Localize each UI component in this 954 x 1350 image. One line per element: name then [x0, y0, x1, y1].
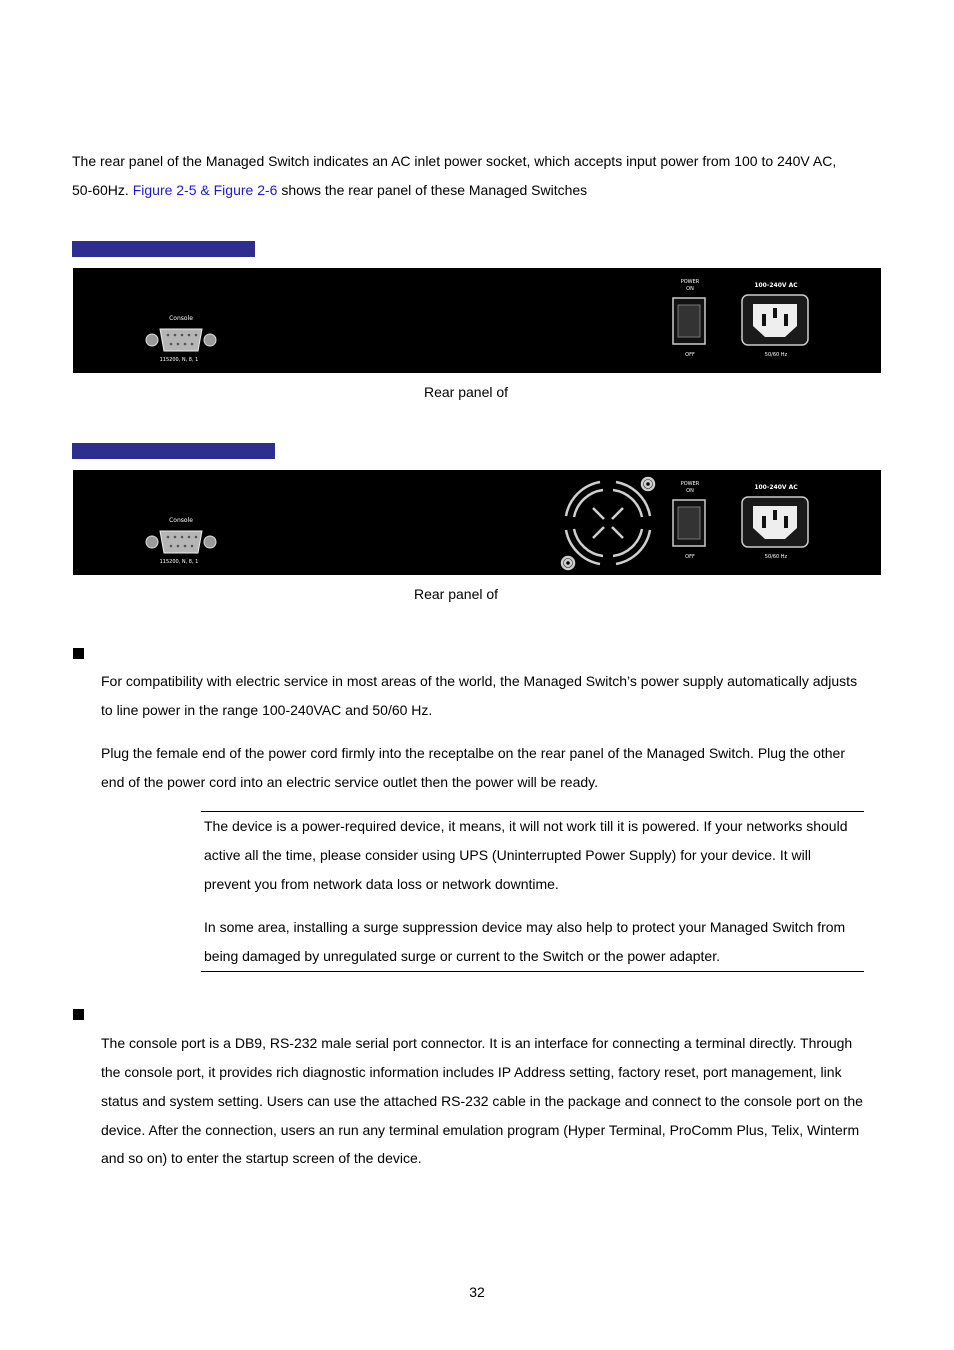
note-line-2: active all the time, please consider using UPS (Uninterrupted Power Supply) for your device. It will: [204, 847, 811, 863]
console-line-2: the console port, it provides rich diagnostic information includes IP Address setting, factory reset, port management, link: [101, 1064, 842, 1080]
figure-caption-1: Rear panel of: [424, 384, 509, 400]
page-number: 32: [469, 1284, 485, 1300]
svg-text:100-240V AC: 100-240V AC: [754, 484, 798, 491]
svg-text:Console: Console: [169, 517, 193, 524]
svg-text:115200, N, 8, 1: 115200, N, 8, 1: [159, 357, 199, 363]
power-paragraph-1-line-2: to line power in the range 100-240VAC and 50/60 Hz.: [101, 702, 433, 718]
note-line-5: being damaged by unregulated surge or current to the Switch or the power adapter.: [204, 948, 720, 964]
svg-text:Console: Console: [169, 315, 193, 322]
power-switch-icon: [673, 481, 705, 560]
power-switch-icon: [673, 279, 705, 358]
power-paragraph-2-line-2: end of the power cord into an electric service outlet then the power will be ready.: [101, 774, 599, 790]
intro-text-suffix: shows the rear panel of these Managed Switches: [277, 182, 588, 198]
svg-text:ON: ON: [686, 488, 694, 494]
figure-caption-2: Rear panel of: [414, 586, 499, 602]
console-line-3: status and system setting. Users can use the attached RS-232 cable in the package and connect to the console port on the: [101, 1093, 863, 1109]
bullet-square-icon: [73, 1009, 84, 1020]
rear-panel-image-1: [73, 268, 881, 373]
rear-panel-image-2: [73, 470, 881, 575]
intro-line-2: [72, 176, 587, 205]
fan-grille-icon: [562, 478, 654, 569]
note-line-1: The device is a power-required device, it means, it will not work till it is powered. If your networks should: [204, 818, 848, 834]
ac-inlet-icon: [742, 484, 808, 560]
note-line-3: prevent you from network data loss or network downtime.: [204, 876, 559, 892]
svg-text:50/60 Hz: 50/60 Hz: [764, 554, 788, 560]
note-line-4: In some area, installing a surge suppression device may also help to protect your Managed Switch from: [204, 919, 846, 935]
svg-text:OFF: OFF: [685, 554, 695, 560]
ac-inlet-icon: [742, 282, 808, 358]
svg-text:ON: ON: [686, 286, 694, 292]
figure-heading-bar: [72, 443, 275, 459]
bullet-square-icon: [73, 648, 84, 659]
console-port-icon: [146, 315, 216, 363]
svg-text:OFF: OFF: [685, 352, 695, 358]
figure-reference-link[interactable]: Figure 2-5 & Figure 2-6: [132, 182, 278, 198]
intro-line-1: The rear panel of the Managed Switch indicates an AC inlet power socket, which accepts input power from 100 to 240V AC,: [72, 153, 837, 169]
power-paragraph-2-line-1: Plug the female end of the power cord firmly into the receptalbe on the rear panel of the Managed Switch. Plug the other: [101, 745, 846, 761]
console-line-1: The console port is a DB9, RS-232 male serial port connector. It is an interface for connecting a terminal directly. Through: [101, 1035, 853, 1051]
svg-text:100-240V AC: 100-240V AC: [754, 282, 798, 289]
svg-text:POWER: POWER: [680, 481, 700, 487]
console-line-4: device. After the connection, users an run any terminal emulation program (Hyper Terminal, ProComm Plus, Telix, Winterm: [101, 1122, 860, 1138]
figure-heading-bar: [72, 241, 255, 257]
power-paragraph-1-line-1: For compatibility with electric service in most areas of the world, the Managed Switch’s power supply automatically adjusts: [101, 673, 858, 689]
svg-text:50/60 Hz: 50/60 Hz: [764, 352, 788, 358]
console-line-5: and so on) to enter the startup screen of the device.: [101, 1150, 422, 1166]
intro-text: 50-60Hz.: [72, 182, 133, 198]
svg-text:115200, N, 8, 1: 115200, N, 8, 1: [159, 559, 199, 565]
svg-text:POWER: POWER: [680, 279, 700, 285]
console-port-icon: [146, 517, 216, 565]
